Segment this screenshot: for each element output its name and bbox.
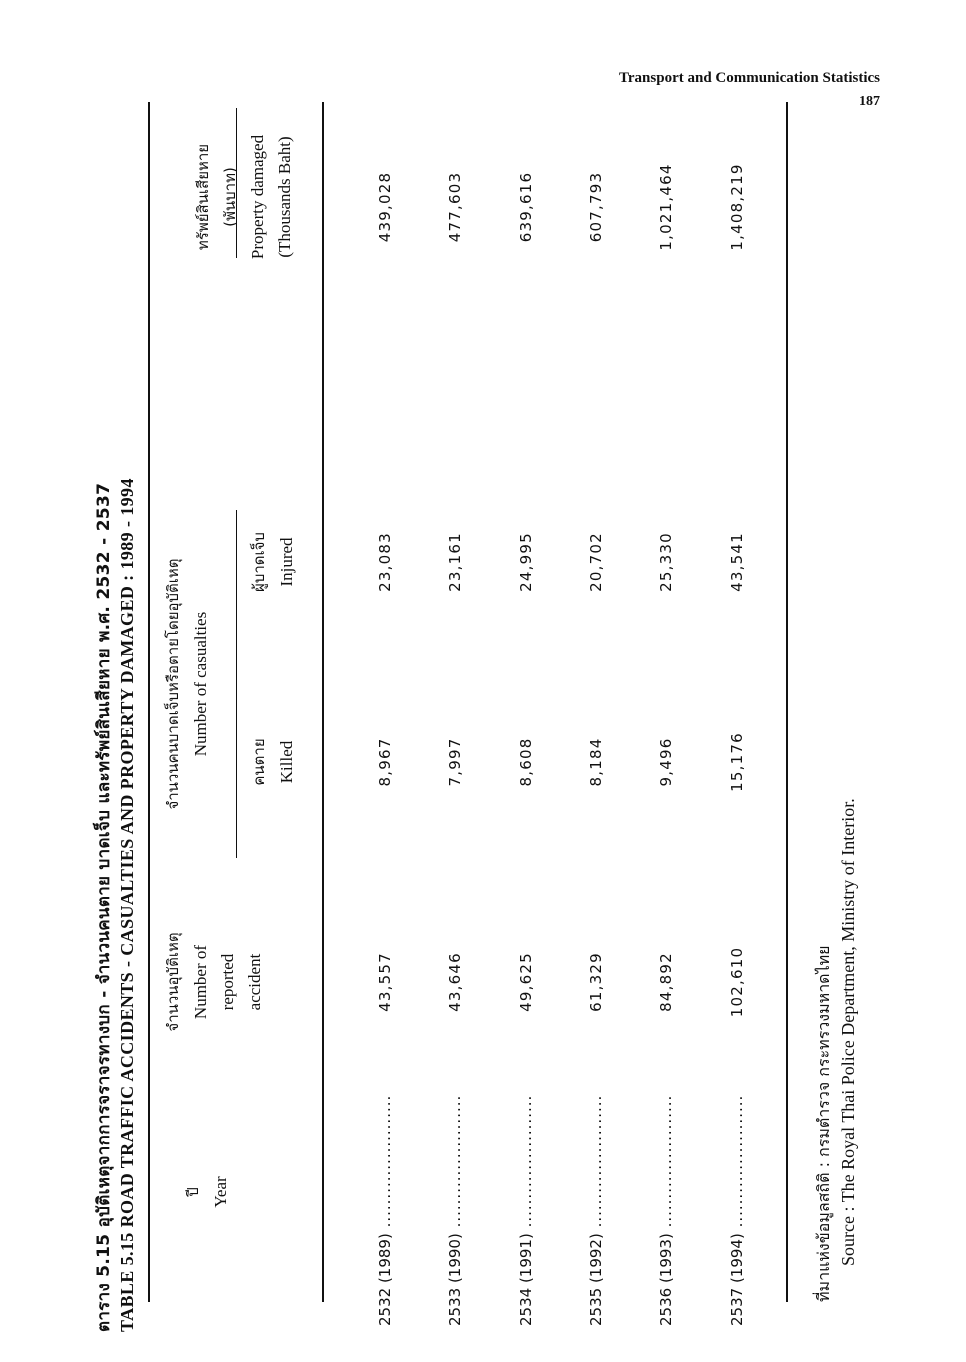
cell-injured: 24,995 — [517, 532, 535, 592]
cell-injured: 23,083 — [376, 532, 394, 592]
row-year: 2534 (1991) ..... — [517, 1096, 535, 1326]
cell-accidents: 43,646 — [446, 952, 464, 1012]
header-casualties — [160, 510, 214, 858]
cell-property: 477,603 — [446, 171, 464, 243]
row-year: 2533 (1990) ..... — [446, 1096, 464, 1326]
cell-accidents: 49,625 — [517, 952, 535, 1012]
cell-killed: 15,176 — [728, 732, 746, 792]
header-property-english-2: (Thousands Baht) — [275, 136, 294, 258]
header-injured-thai: ผู้บาดเจ็บ — [250, 532, 268, 592]
cell-property: 1,021,464 — [657, 163, 675, 251]
header-year-english: Year — [211, 1176, 230, 1208]
cell-injured: 20,702 — [587, 532, 605, 592]
cell-accidents: 43,557 — [376, 952, 394, 1012]
header-property-thai-2: (พันบาท) — [221, 167, 239, 227]
source-english: Source : The Royal Thai Police Department, Ministry of Interior. — [838, 798, 858, 1266]
header-accidents-thai: จำนวนอุบัติเหตุ — [164, 932, 182, 1032]
table-top-rule — [148, 102, 150, 1302]
header-casualties-thai: จำนวนคนบาดเจ็บหรือตายโดยอุบัติเหตุ — [164, 558, 182, 810]
cell-property: 1,408,219 — [728, 163, 746, 251]
source-thai: ที่มาแห่งข้อมูลสถิติ : กรมตำรวจ กระทรวงมหาดไทย — [814, 945, 833, 1302]
header-year — [180, 1142, 234, 1242]
row-year: 2537 (1994) ..... — [728, 1096, 746, 1326]
cell-injured: 43,541 — [728, 532, 746, 592]
casualties-rule — [236, 510, 237, 858]
header-accidents — [160, 902, 268, 1062]
cell-accidents: 102,610 — [728, 946, 746, 1018]
cell-killed: 8,608 — [517, 737, 535, 787]
header-casualties-english: Number of casualties — [191, 611, 210, 757]
table-header-rule — [322, 102, 324, 1302]
table-title-thai: ตาราง 5.15 อุบัติเหตุจากการจราจรทางบก - จำนวนคนตาย บาดเจ็บ และทรัพย์สินเสียหาย พ.ศ. 2532 - 2537 — [94, 482, 114, 1332]
cell-injured: 23,161 — [446, 532, 464, 592]
cell-injured: 25,330 — [657, 532, 675, 592]
cell-property: 439,028 — [376, 171, 394, 243]
cell-killed: 9,496 — [657, 737, 675, 787]
cell-killed: 7,997 — [446, 737, 464, 787]
header-property — [190, 102, 298, 292]
header-property-english-1: Property damaged — [248, 134, 267, 260]
page-number: 187 — [859, 94, 880, 109]
header-injured — [246, 502, 300, 622]
header-killed-english: Killed — [277, 740, 296, 784]
cell-accidents: 84,892 — [657, 952, 675, 1012]
table-bottom-rule — [786, 102, 788, 1302]
cell-killed: 8,967 — [376, 737, 394, 787]
cell-property: 639,616 — [517, 171, 535, 243]
header-property-thai-1: ทรัพย์สินเสียหาย — [194, 143, 212, 251]
row-year: 2535 (1992) ..... — [587, 1096, 605, 1326]
header-year-thai: ปี — [184, 1187, 202, 1197]
page-header-title: Transport and Communication Statistics — [619, 70, 880, 86]
header-killed-thai: คนตาย — [250, 738, 268, 786]
cell-accidents: 61,329 — [587, 952, 605, 1012]
cell-killed: 8,184 — [587, 737, 605, 787]
cell-property: 607,793 — [587, 171, 605, 243]
header-injured-english: Injured — [277, 537, 296, 587]
header-accidents-english-1: Number of — [191, 944, 210, 1020]
header-killed — [246, 702, 300, 822]
header-accidents-english-2: reported — [218, 953, 237, 1011]
row-year: 2532 (1989) ..... — [376, 1096, 394, 1326]
table-title-english: TABLE 5.15 ROAD TRAFFIC ACCIDENTS - CASUALTIES AND PROPERTY DAMAGED : 1989 - 1994 — [117, 478, 137, 1332]
row-year: 2536 (1993) ..... — [657, 1096, 675, 1326]
header-accidents-english-3: accident — [245, 953, 264, 1011]
